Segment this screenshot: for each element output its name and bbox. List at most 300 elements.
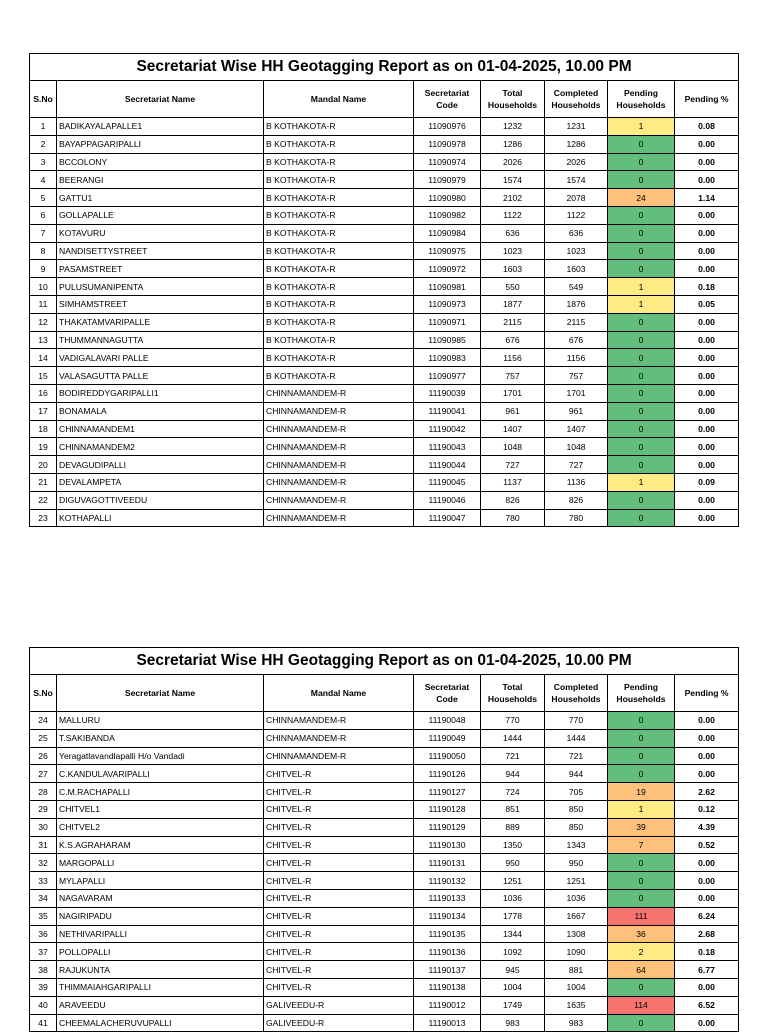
mandal-name-cell: CHITVEL-R <box>264 943 414 961</box>
pending-pct-cell: 0.00 <box>675 206 739 224</box>
pending-households-cell: 0 <box>608 402 675 420</box>
secretariat-code-cell: 11190048 <box>414 712 481 730</box>
secretariat-name-cell: MARGOPALLI <box>57 854 264 872</box>
secretariat-code-cell: 11090982 <box>414 206 481 224</box>
mandal-name-cell: CHINNAMANDEM-R <box>264 420 414 438</box>
pending-pct-cell: 0.00 <box>675 491 739 509</box>
sno-cell: 29 <box>30 800 57 818</box>
pending-pct-cell: 6.52 <box>675 996 739 1014</box>
pending-pct-cell: 0.00 <box>675 509 739 527</box>
sno-cell: 24 <box>30 712 57 730</box>
secretariat-name-cell: NETHIVARIPALLI <box>57 925 264 943</box>
total-households-cell: 851 <box>481 800 545 818</box>
pending-pct-cell: 0.05 <box>675 295 739 313</box>
table-row <box>30 712 739 730</box>
report-title: Secretariat Wise HH Geotagging Report as on 01-04-2025, 10.00 PM <box>30 648 739 675</box>
header-total-households: Total Households <box>481 81 545 118</box>
table-row <box>30 889 739 907</box>
total-households-cell: 1701 <box>481 384 545 402</box>
completed-households-cell: 983 <box>545 1014 608 1032</box>
pending-households-cell: 1 <box>608 118 675 136</box>
pending-households-cell: 0 <box>608 420 675 438</box>
completed-households-cell: 2078 <box>545 189 608 207</box>
mandal-name-cell: B KOTHAKOTA-R <box>264 153 414 171</box>
pending-pct-cell: 0.09 <box>675 473 739 491</box>
pending-pct-cell: 0.00 <box>675 854 739 872</box>
pending-pct-cell: 6.24 <box>675 907 739 925</box>
secretariat-name-cell: GATTU1 <box>57 189 264 207</box>
secretariat-name-cell: PULUSUMANIPENTA <box>57 278 264 296</box>
pending-households-cell: 0 <box>608 509 675 527</box>
sno-cell: 16 <box>30 384 57 402</box>
mandal-name-cell: CHINNAMANDEM-R <box>264 747 414 765</box>
table-row <box>30 961 739 979</box>
pending-households-cell: 0 <box>608 456 675 474</box>
secretariat-name-cell: C.M.RACHAPALLI <box>57 783 264 801</box>
secretariat-code-cell: 11190138 <box>414 978 481 996</box>
pending-households-cell: 0 <box>608 242 675 260</box>
pending-households-cell: 0 <box>608 367 675 385</box>
pending-households-cell: 0 <box>608 438 675 456</box>
header-sno: S.No <box>30 81 57 118</box>
total-households-cell: 1574 <box>481 171 545 189</box>
pending-households-cell: 0 <box>608 313 675 331</box>
sno-cell: 34 <box>30 889 57 907</box>
mandal-name-cell: B KOTHAKOTA-R <box>264 242 414 260</box>
completed-households-cell: 1122 <box>545 206 608 224</box>
completed-households-cell: 1603 <box>545 260 608 278</box>
pending-pct-cell: 0.00 <box>675 729 739 747</box>
pending-households-cell: 0 <box>608 331 675 349</box>
pending-pct-cell: 6.77 <box>675 961 739 979</box>
table-row <box>30 765 739 783</box>
total-households-cell: 721 <box>481 747 545 765</box>
secretariat-code-cell: 11190045 <box>414 473 481 491</box>
pending-households-cell: 0 <box>608 171 675 189</box>
sno-cell: 38 <box>30 961 57 979</box>
table-row <box>30 420 739 438</box>
completed-households-cell: 1156 <box>545 349 608 367</box>
pending-pct-cell: 0.00 <box>675 438 739 456</box>
mandal-name-cell: CHITVEL-R <box>264 818 414 836</box>
secretariat-name-cell: CHITVEL2 <box>57 818 264 836</box>
table-row <box>30 729 739 747</box>
secretariat-name-cell: THIMMAIAHGARIPALLI <box>57 978 264 996</box>
sno-cell: 40 <box>30 996 57 1014</box>
secretariat-name-cell: VADIGALAVARI PALLE <box>57 349 264 367</box>
pending-households-cell: 0 <box>608 765 675 783</box>
table-row <box>30 491 739 509</box>
secretariat-code-cell: 11190134 <box>414 907 481 925</box>
pending-pct-cell: 0.00 <box>675 420 739 438</box>
total-households-cell: 1778 <box>481 907 545 925</box>
secretariat-name-cell: CHINNAMANDEM2 <box>57 438 264 456</box>
secretariat-name-cell: RAJUKUNTA <box>57 961 264 979</box>
completed-households-cell: 1136 <box>545 473 608 491</box>
sno-cell: 13 <box>30 331 57 349</box>
table-body <box>30 712 739 1032</box>
secretariat-code-cell: 11190135 <box>414 925 481 943</box>
secretariat-code-cell: 11190126 <box>414 765 481 783</box>
secretariat-name-cell: CHITVEL1 <box>57 800 264 818</box>
table-body <box>30 118 739 527</box>
mandal-name-cell: GALIVEEDU-R <box>264 1014 414 1032</box>
table-row <box>30 206 739 224</box>
completed-households-cell: 1701 <box>545 384 608 402</box>
mandal-name-cell: CHITVEL-R <box>264 783 414 801</box>
sno-cell: 2 <box>30 135 57 153</box>
pending-pct-cell: 0.00 <box>675 260 739 278</box>
secretariat-name-cell: CHEEMALACHERUVUPALLI <box>57 1014 264 1032</box>
header-sno: S.No <box>30 675 57 712</box>
sno-cell: 36 <box>30 925 57 943</box>
pending-pct-cell: 0.00 <box>675 712 739 730</box>
mandal-name-cell: CHINNAMANDEM-R <box>264 438 414 456</box>
completed-households-cell: 1023 <box>545 242 608 260</box>
total-households-cell: 826 <box>481 491 545 509</box>
secretariat-name-cell: C.KANDULAVARIPALLI <box>57 765 264 783</box>
header-total-households: Total Households <box>481 675 545 712</box>
pending-households-cell: 0 <box>608 747 675 765</box>
completed-households-cell: 757 <box>545 367 608 385</box>
table-row <box>30 278 739 296</box>
secretariat-name-cell: KOTAVURU <box>57 224 264 242</box>
sno-cell: 20 <box>30 456 57 474</box>
total-households-cell: 1023 <box>481 242 545 260</box>
pending-households-cell: 0 <box>608 153 675 171</box>
report-table-2 <box>29 647 739 1032</box>
secretariat-code-cell: 11190013 <box>414 1014 481 1032</box>
completed-households-cell: 950 <box>545 854 608 872</box>
pending-households-cell: 64 <box>608 961 675 979</box>
header-completed-households: Completed Households <box>545 675 608 712</box>
header-secretariat-name: Secretariat Name <box>57 675 264 712</box>
mandal-name-cell: CHITVEL-R <box>264 854 414 872</box>
secretariat-name-cell: MALLURU <box>57 712 264 730</box>
sno-cell: 19 <box>30 438 57 456</box>
sno-cell: 3 <box>30 153 57 171</box>
total-households-cell: 1877 <box>481 295 545 313</box>
secretariat-code-cell: 11190043 <box>414 438 481 456</box>
mandal-name-cell: CHITVEL-R <box>264 872 414 890</box>
secretariat-name-cell: DEVALAMPETA <box>57 473 264 491</box>
pending-pct-cell: 0.00 <box>675 135 739 153</box>
completed-households-cell: 1574 <box>545 171 608 189</box>
sno-cell: 15 <box>30 367 57 385</box>
secretariat-code-cell: 11190044 <box>414 456 481 474</box>
mandal-name-cell: B KOTHAKOTA-R <box>264 206 414 224</box>
secretariat-code-cell: 11090974 <box>414 153 481 171</box>
table-row <box>30 367 739 385</box>
completed-households-cell: 1876 <box>545 295 608 313</box>
sno-cell: 25 <box>30 729 57 747</box>
sno-cell: 8 <box>30 242 57 260</box>
completed-households-cell: 2115 <box>545 313 608 331</box>
table-row <box>30 836 739 854</box>
sno-cell: 39 <box>30 978 57 996</box>
table-row <box>30 438 739 456</box>
mandal-name-cell: CHINNAMANDEM-R <box>264 384 414 402</box>
mandal-name-cell: CHINNAMANDEM-R <box>264 456 414 474</box>
secretariat-code-cell: 11190041 <box>414 402 481 420</box>
table-row <box>30 189 739 207</box>
report-table-1 <box>29 53 739 527</box>
secretariat-name-cell: DEVAGUDIPALLI <box>57 456 264 474</box>
mandal-name-cell: CHITVEL-R <box>264 978 414 996</box>
sno-cell: 10 <box>30 278 57 296</box>
completed-households-cell: 1036 <box>545 889 608 907</box>
secretariat-code-cell: 11190050 <box>414 747 481 765</box>
mandal-name-cell: B KOTHAKOTA-R <box>264 189 414 207</box>
table-row <box>30 331 739 349</box>
pending-households-cell: 0 <box>608 712 675 730</box>
sno-cell: 35 <box>30 907 57 925</box>
pending-pct-cell: 0.00 <box>675 349 739 367</box>
sno-cell: 12 <box>30 313 57 331</box>
table-row <box>30 135 739 153</box>
total-households-cell: 636 <box>481 224 545 242</box>
pending-pct-cell: 0.00 <box>675 242 739 260</box>
pending-pct-cell: 2.62 <box>675 783 739 801</box>
sno-cell: 30 <box>30 818 57 836</box>
table-row <box>30 783 739 801</box>
total-households-cell: 770 <box>481 712 545 730</box>
header-secretariat-code: Secretariat Code <box>414 81 481 118</box>
completed-households-cell: 1635 <box>545 996 608 1014</box>
sno-cell: 31 <box>30 836 57 854</box>
total-households-cell: 757 <box>481 367 545 385</box>
total-households-cell: 1048 <box>481 438 545 456</box>
header-pending-households: Pending Households <box>608 81 675 118</box>
sno-cell: 6 <box>30 206 57 224</box>
total-households-cell: 1122 <box>481 206 545 224</box>
sno-cell: 33 <box>30 872 57 890</box>
total-households-cell: 1251 <box>481 872 545 890</box>
secretariat-name-cell: VALASAGUTTA PALLE <box>57 367 264 385</box>
pending-households-cell: 0 <box>608 491 675 509</box>
pending-pct-cell: 0.12 <box>675 800 739 818</box>
secretariat-name-cell: K.S.AGRAHARAM <box>57 836 264 854</box>
completed-households-cell: 881 <box>545 961 608 979</box>
pending-pct-cell: 0.52 <box>675 836 739 854</box>
table-row <box>30 242 739 260</box>
pending-pct-cell: 0.00 <box>675 153 739 171</box>
completed-households-cell: 1048 <box>545 438 608 456</box>
secretariat-code-cell: 11190042 <box>414 420 481 438</box>
completed-households-cell: 636 <box>545 224 608 242</box>
secretariat-name-cell: NAGAVARAM <box>57 889 264 907</box>
completed-households-cell: 780 <box>545 509 608 527</box>
pending-pct-cell: 0.00 <box>675 765 739 783</box>
mandal-name-cell: B KOTHAKOTA-R <box>264 118 414 136</box>
completed-households-cell: 1343 <box>545 836 608 854</box>
pending-pct-cell: 0.00 <box>675 224 739 242</box>
total-households-cell: 961 <box>481 402 545 420</box>
secretariat-code-cell: 11090980 <box>414 189 481 207</box>
table-row <box>30 907 739 925</box>
mandal-name-cell: B KOTHAKOTA-R <box>264 331 414 349</box>
secretariat-name-cell: DIGUVAGOTTIVEEDU <box>57 491 264 509</box>
sno-cell: 27 <box>30 765 57 783</box>
pending-pct-cell: 0.00 <box>675 171 739 189</box>
pending-households-cell: 24 <box>608 189 675 207</box>
total-households-cell: 724 <box>481 783 545 801</box>
sno-cell: 17 <box>30 402 57 420</box>
total-households-cell: 1232 <box>481 118 545 136</box>
table-row <box>30 153 739 171</box>
pending-pct-cell: 0.00 <box>675 872 739 890</box>
completed-households-cell: 1286 <box>545 135 608 153</box>
pending-households-cell: 111 <box>608 907 675 925</box>
secretariat-name-cell: NAGIRIPADU <box>57 907 264 925</box>
secretariat-code-cell: 11190049 <box>414 729 481 747</box>
secretariat-code-cell: 11190012 <box>414 996 481 1014</box>
secretariat-name-cell: BADIKAYALAPALLE1 <box>57 118 264 136</box>
table-row <box>30 747 739 765</box>
secretariat-name-cell: BONAMALA <box>57 402 264 420</box>
table-row <box>30 384 739 402</box>
mandal-name-cell: CHITVEL-R <box>264 961 414 979</box>
pending-households-cell: 36 <box>608 925 675 943</box>
sno-cell: 4 <box>30 171 57 189</box>
pending-pct-cell: 0.00 <box>675 313 739 331</box>
sno-cell: 18 <box>30 420 57 438</box>
secretariat-code-cell: 11190047 <box>414 509 481 527</box>
table-row <box>30 313 739 331</box>
sno-cell: 37 <box>30 943 57 961</box>
secretariat-code-cell: 11090979 <box>414 171 481 189</box>
completed-households-cell: 1004 <box>545 978 608 996</box>
pending-pct-cell: 0.00 <box>675 367 739 385</box>
table-row <box>30 456 739 474</box>
total-households-cell: 1156 <box>481 349 545 367</box>
mandal-name-cell: CHINNAMANDEM-R <box>264 712 414 730</box>
pending-pct-cell: 0.00 <box>675 402 739 420</box>
sno-cell: 21 <box>30 473 57 491</box>
pending-pct-cell: 4.39 <box>675 818 739 836</box>
total-households-cell: 1603 <box>481 260 545 278</box>
secretariat-name-cell: CHINNAMANDEM1 <box>57 420 264 438</box>
sno-cell: 1 <box>30 118 57 136</box>
mandal-name-cell: CHINNAMANDEM-R <box>264 473 414 491</box>
pending-households-cell: 0 <box>608 206 675 224</box>
table-row <box>30 171 739 189</box>
completed-households-cell: 1444 <box>545 729 608 747</box>
total-households-cell: 1092 <box>481 943 545 961</box>
mandal-name-cell: CHITVEL-R <box>264 836 414 854</box>
completed-households-cell: 721 <box>545 747 608 765</box>
sno-cell: 5 <box>30 189 57 207</box>
secretariat-name-cell: PASAMSTREET <box>57 260 264 278</box>
mandal-name-cell: B KOTHAKOTA-R <box>264 171 414 189</box>
pending-households-cell: 114 <box>608 996 675 1014</box>
secretariat-code-cell: 11190127 <box>414 783 481 801</box>
mandal-name-cell: B KOTHAKOTA-R <box>264 260 414 278</box>
total-households-cell: 944 <box>481 765 545 783</box>
completed-households-cell: 1407 <box>545 420 608 438</box>
secretariat-code-cell: 11190137 <box>414 961 481 979</box>
sno-cell: 9 <box>30 260 57 278</box>
secretariat-code-cell: 11190046 <box>414 491 481 509</box>
secretariat-name-cell: THUMMANNAGUTTA <box>57 331 264 349</box>
completed-households-cell: 549 <box>545 278 608 296</box>
pending-households-cell: 0 <box>608 135 675 153</box>
completed-households-cell: 676 <box>545 331 608 349</box>
pending-households-cell: 1 <box>608 473 675 491</box>
mandal-name-cell: CHITVEL-R <box>264 889 414 907</box>
total-households-cell: 1344 <box>481 925 545 943</box>
pending-households-cell: 0 <box>608 872 675 890</box>
completed-households-cell: 850 <box>545 818 608 836</box>
total-households-cell: 727 <box>481 456 545 474</box>
total-households-cell: 2026 <box>481 153 545 171</box>
mandal-name-cell: CHITVEL-R <box>264 800 414 818</box>
header-completed-households: Completed Households <box>545 81 608 118</box>
completed-households-cell: 1251 <box>545 872 608 890</box>
header-secretariat-name: Secretariat Name <box>57 81 264 118</box>
header-mandal-name: Mandal Name <box>264 81 414 118</box>
completed-households-cell: 961 <box>545 402 608 420</box>
pending-pct-cell: 0.00 <box>675 1014 739 1032</box>
secretariat-name-cell: NANDISETTYSTREET <box>57 242 264 260</box>
mandal-name-cell: CHINNAMANDEM-R <box>264 402 414 420</box>
secretariat-code-cell: 11190131 <box>414 854 481 872</box>
secretariat-code-cell: 11190132 <box>414 872 481 890</box>
secretariat-name-cell: KOTHAPALLI <box>57 509 264 527</box>
pending-households-cell: 0 <box>608 349 675 367</box>
table-row <box>30 509 739 527</box>
pending-households-cell: 0 <box>608 1014 675 1032</box>
secretariat-name-cell: BEERANGI <box>57 171 264 189</box>
total-households-cell: 1286 <box>481 135 545 153</box>
secretariat-code-cell: 11090984 <box>414 224 481 242</box>
secretariat-code-cell: 11090981 <box>414 278 481 296</box>
mandal-name-cell: B KOTHAKOTA-R <box>264 295 414 313</box>
total-households-cell: 983 <box>481 1014 545 1032</box>
secretariat-code-cell: 11190130 <box>414 836 481 854</box>
total-households-cell: 2115 <box>481 313 545 331</box>
secretariat-name-cell: POLLOPALLI <box>57 943 264 961</box>
total-households-cell: 550 <box>481 278 545 296</box>
secretariat-code-cell: 11190133 <box>414 889 481 907</box>
pending-pct-cell: 0.00 <box>675 889 739 907</box>
mandal-name-cell: B KOTHAKOTA-R <box>264 367 414 385</box>
mandal-name-cell: B KOTHAKOTA-R <box>264 278 414 296</box>
completed-households-cell: 770 <box>545 712 608 730</box>
table-row <box>30 800 739 818</box>
secretariat-name-cell: Yeragatlavandlapalli H/o Vandadi <box>57 747 264 765</box>
secretariat-name-cell: BCCOLONY <box>57 153 264 171</box>
pending-pct-cell: 0.00 <box>675 747 739 765</box>
header-pending-pct: Pending % <box>675 675 739 712</box>
completed-households-cell: 705 <box>545 783 608 801</box>
secretariat-code-cell: 11090972 <box>414 260 481 278</box>
completed-households-cell: 850 <box>545 800 608 818</box>
secretariat-name-cell: THAKATAMVARIPALLE <box>57 313 264 331</box>
pending-households-cell: 1 <box>608 800 675 818</box>
total-households-cell: 1036 <box>481 889 545 907</box>
table-row <box>30 224 739 242</box>
pending-households-cell: 0 <box>608 854 675 872</box>
table-row <box>30 978 739 996</box>
pending-pct-cell: 0.08 <box>675 118 739 136</box>
secretariat-name-cell: BODIREDDYGARIPALLI1 <box>57 384 264 402</box>
sno-cell: 23 <box>30 509 57 527</box>
report-title: Secretariat Wise HH Geotagging Report as on 01-04-2025, 10.00 PM <box>30 54 739 81</box>
table-row <box>30 925 739 943</box>
completed-households-cell: 2026 <box>545 153 608 171</box>
total-households-cell: 1407 <box>481 420 545 438</box>
